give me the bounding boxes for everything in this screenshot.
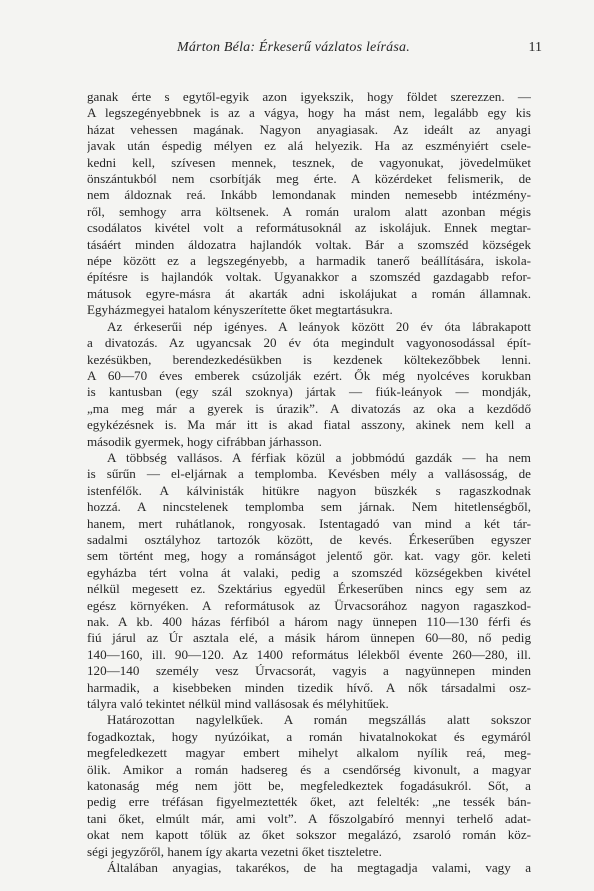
text-line: 140—160, ill. 90—120. Az 1400 református lélekből évente 260—280, ill. xyxy=(87,646,531,662)
text-line: ségi jegyzőről, hanem így akarta vezetni őket tiszteletre. xyxy=(87,843,382,859)
page-number: 11 xyxy=(528,40,542,55)
text-line: kezésükben, berendezkedésükben is kezdenek költekezőbbek lenni. xyxy=(87,351,531,367)
text-line: Az érkeserűi nép igényes. A leányok között 20 év óta lábrakapott xyxy=(107,318,531,334)
text-line: sadalmi osztályhoz tartozók között, de kevés. Érkeserűben egyszer xyxy=(87,531,531,547)
text-line: hozzá. A nincstelenek templomba sem járnak. Nem hitetlenségből, xyxy=(87,499,531,515)
text-line: Általában anyagias, takarékos, de ha megtagadja valami, vagy a xyxy=(107,860,531,876)
text-line: is kantusban (egy szál szoknya) jártak — fiúk-leányok — mondják, xyxy=(87,384,531,400)
text-line: sem történt meg, hogy a románságot jelentő gör. kat. vagy gör. keleti xyxy=(87,548,531,564)
text-line: egykézésnek is. Ma már itt is akad fiatal asszony, akinek nem kell a xyxy=(87,417,531,433)
text-line: javak után éspedig mélyen ez alá helyezik. Ha az eszményiért csele- xyxy=(87,138,531,154)
text-line: A legszegényebbnek is az a vágya, hogy ha mást nem, legalább egy kis xyxy=(87,105,531,121)
text-line: megfeledkezett magyar embert mihelyt alkalom nyílik reá, meg- xyxy=(87,745,531,761)
text-line: tani őket, elmúlt már, ami volt”. A főszolgabíró mennyi terhelő adat- xyxy=(87,810,531,826)
text-line: a divatozás. Az ugyancsak 20 év óta megindult vagyonosodással épít- xyxy=(87,335,531,351)
text-line: Határozottan nagylelkűek. A román megszállás alatt sokszor xyxy=(107,712,531,728)
running-title: Márton Béla: Érkeserű vázlatos leírása. xyxy=(177,40,410,55)
text-line: Egyházmegyei hatalom kényszerítette őket megtartásukra. xyxy=(87,302,393,318)
text-line: katonaság még nem jött be, megfeledkeztek fogadásukról. Sőt, a xyxy=(87,778,531,794)
text-line: A 60—70 éves emberek csúzolják ezért. Ők még nyolcéves korukban xyxy=(87,367,531,383)
text-line: kedni kell, szívesen mennek, tesznek, de vagyonukat, jövedelmüket xyxy=(87,154,531,170)
text-line: egész környéken. A reformátusok az Ürvacsorához nagyon ragaszkod- xyxy=(87,597,531,613)
text-line: fogadkoztak, hogy nyúzóikat, a román hivatalnokokat és egymáról xyxy=(87,728,531,744)
text-line: fiú járul az Úr asztala elé, a másik három ünnepen 60—80, nő pedig xyxy=(87,630,531,646)
text-line: népe között ez a legszegényebb, a harmadik tanerő beállítására, iskola- xyxy=(87,253,531,269)
text-line: második gyermek, hogy cifrábban járhasson. xyxy=(87,433,322,449)
text-line: „ma meg már a gyerek is úrazik”. A divatozás az oka a kezdődő xyxy=(87,400,531,416)
text-line: önszántukból nem csorbítják meg érte. A közérdeket felismerik, de xyxy=(87,171,531,187)
text-line: ölik. Amikor a román hadsereg és a csendőrség kivonult, a magyar xyxy=(87,761,531,777)
page-header xyxy=(60,40,542,60)
text-line: hanem, mert ruhátlanok, rongyosak. Istentagadó van mind a két tár- xyxy=(87,515,531,531)
text-line: építésre is hajlandók voltak. Ugyanakkor a szomszéd gazdagabb refor- xyxy=(87,269,531,285)
text-line: ganak érte s egytől-egyik azon igyekszik, hogy földet szerezzen. — xyxy=(87,89,531,104)
text-line: A többség vallásos. A férfiak közül a jobbmódú gazdák — ha nem xyxy=(107,449,531,465)
text-line: nak. A kb. 400 házas férfiból a három nagy ünnepen 110—130 férfi és xyxy=(87,614,531,629)
text-line: mátusok egyre-másra át akarták adni iskolájukat a román államnak. xyxy=(87,285,531,301)
text-line: nem áldoznak reá. Inkább lemondanak minden nemesebb intézmény- xyxy=(87,187,531,203)
text-line: egyházba tért volna át valaki, pedig a szomszéd községekben kivétel xyxy=(87,564,531,580)
text-line: istenfélők. A kálvinisták hitükre nagyon büszkék s ragaszkodnak xyxy=(87,482,531,498)
text-line: is sűrűn — el-eljárnak a templomba. Kevésben mély a vallásosság, de xyxy=(87,466,531,482)
text-line: csodálatos kivétel volt a reformátusoknál az iskolájuk. Ennek megtar- xyxy=(87,220,531,236)
text-line: pedig erre tréfásan figyelmeztették őket, azt felelték: „ne tessék bán- xyxy=(87,794,531,810)
text-line: 120—140 személy vesz Úrvacsorát, vagyis a nagyünnepen minden xyxy=(87,663,531,679)
text-line: harmadik, a kisebbeken minden tizedik hívő. A nők társadalmi osz- xyxy=(87,679,531,695)
text-line: nélkül megesett ez. Szektárius egyedül Érkeserűben nincs egy sem az xyxy=(87,581,531,597)
text-line: házat vehessen magának. Nagyon anyagiasak. Az ideált az anyagi xyxy=(87,121,531,137)
text-line: tásáért minden áldozatra hajlandók voltak. Bár a szomszéd községek xyxy=(87,236,531,252)
text-line: okat nem kapott tőlük az őket sokszor megalázó, zsaroló román köz- xyxy=(87,827,531,843)
text-line: ről, semhogy arra költsenek. A román uralom alatt azonban mégis xyxy=(87,203,531,219)
text-line: tályra való tekintet nélkül mind vallásosak és mélyhitűek. xyxy=(87,696,389,712)
body-text xyxy=(87,89,531,877)
